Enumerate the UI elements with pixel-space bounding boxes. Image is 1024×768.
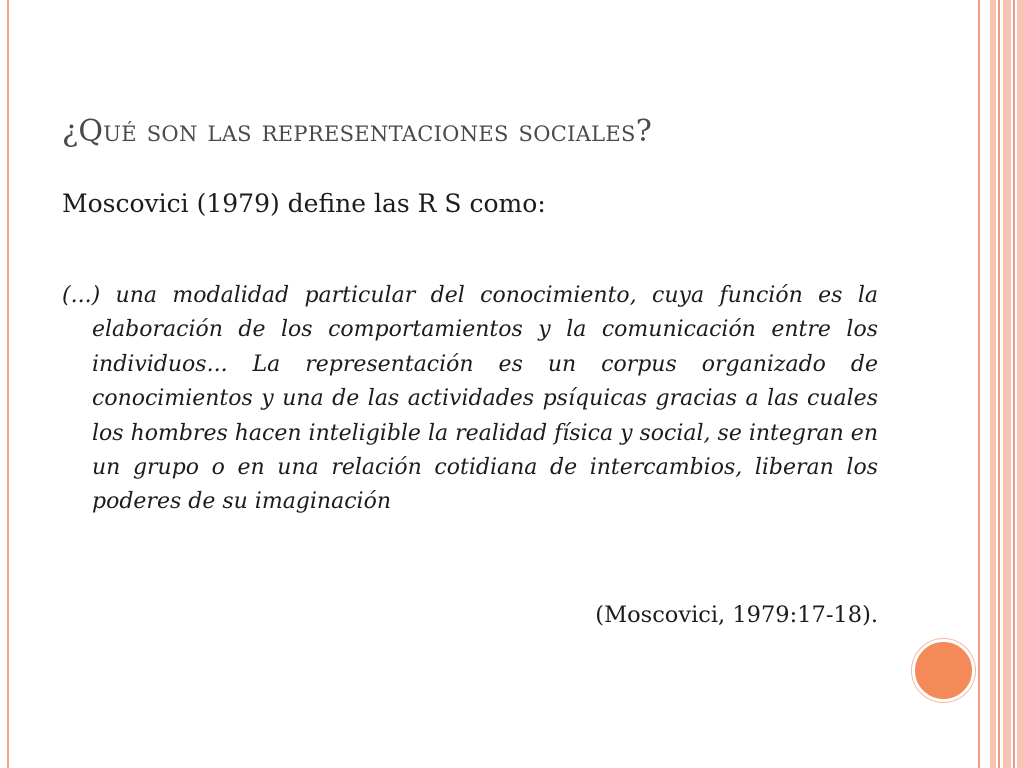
frame-right-bar [1003, 0, 1011, 768]
frame-right-line [978, 0, 980, 768]
slide-title: ¿Qué son las representaciones sociales? [62, 114, 653, 149]
frame-left-line [7, 0, 9, 768]
frame-right-bar [990, 0, 996, 768]
frame-right-bar [1017, 0, 1024, 768]
quote-text: (...) una modalidad particular del conocimiento, cuya función es la elaboración de los comportamientos y la comunicación entre los individuos... La representación es un corpus organizado de conocimientos y una de las actividades psíquicas gracias a las cuales los hombres hacen inteligible la realidad física y social, se integran en un grupo o en una relación cotidiana de intercambios, liberan los poderes de su imaginación [62, 283, 878, 515]
decorative-circle-icon [912, 639, 975, 702]
slide-subtitle: Moscovici (1979) define las R S como: [62, 189, 546, 218]
frame-right-line [1013, 0, 1015, 768]
frame-right-line [998, 0, 1000, 768]
citation: (Moscovici, 1979:17-18). [595, 602, 878, 628]
